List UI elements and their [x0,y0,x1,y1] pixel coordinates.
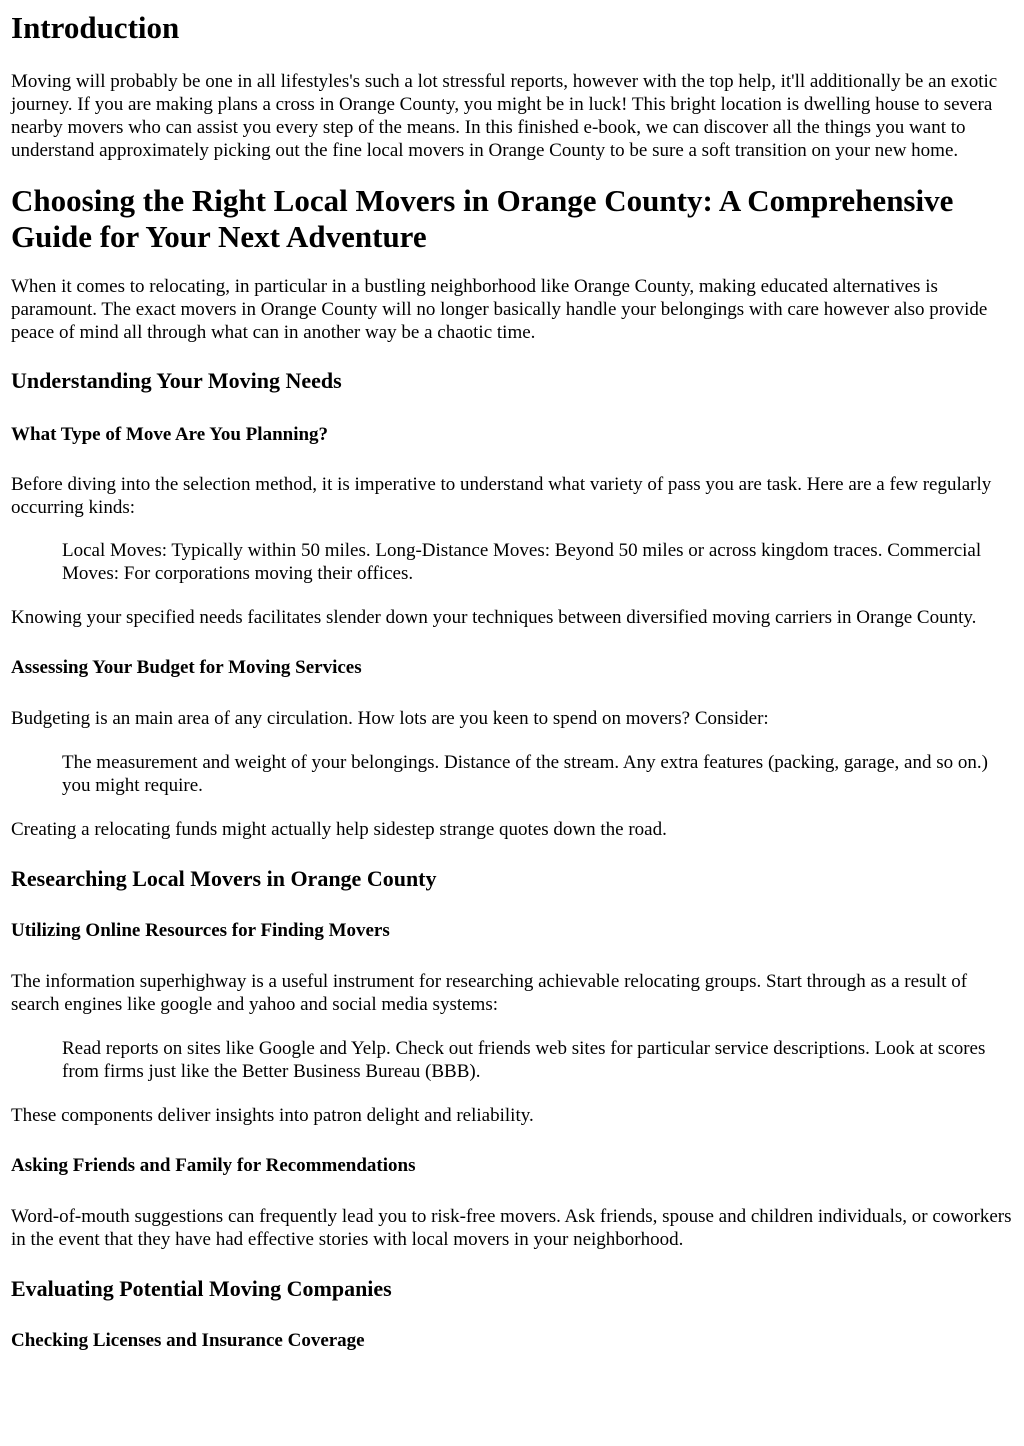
move-type-heading: What Type of Move Are You Planning? [11,424,329,445]
budget-list: The measurement and weight of your belongings. Distance of the stream. Any extra features (packing, garage, and so on.) you might require. [62,752,988,796]
move-type-list: Local Moves: Typically within 50 miles. Long-Distance Moves: Beyond 50 miles or across kingdom traces. Commercial Moves: For corporations moving their offices. [62,540,982,584]
main-heading: Choosing the Right Local Movers in Orange County: A Comprehensive Guide for Your Next Adventure [11,183,954,254]
budget-heading: Assessing Your Budget for Moving Services [11,657,362,678]
move-type-paragraph: Before diving into the selection method, it is imperative to understand what variety of pass you are task. Here are a few regularly occurring kinds: [11,474,992,518]
research-heading: Researching Local Movers in Orange County [11,866,437,891]
evaluating-heading: Evaluating Potential Moving Companies [11,1276,392,1301]
online-after: These components deliver insights into patron delight and reliability. [11,1105,534,1126]
move-type-after: Knowing your specified needs facilitates slender down your techniques between diversified moving carriers in Orange County. [11,607,977,628]
needs-heading: Understanding Your Moving Needs [11,368,342,393]
budget-paragraph: Budgeting is an main area of any circulation. How lots are you keen to spend on movers? Consider: [11,708,769,729]
intro-paragraph: Moving will probably be one in all lifestyles's such a lot stressful reports, however with the top help, it'll additionally be an exotic journey. If you are making plans a cross in Orange County, you might be in luck! This bright location is dwelling house to severa nearby movers who can assist you every step of the means. In this finished e-book, we can discover all the things you want to understand approximately picking out the fine local movers in Orange County to be sure a soft transition on your new home. [11,71,998,161]
budget-after: Creating a relocating funds might actually help sidestep strange quotes down the road. [11,819,667,840]
intro-heading: Introduction [11,10,180,45]
online-heading: Utilizing Online Resources for Finding Movers [11,920,390,941]
online-list: Read reports on sites like Google and Yelp. Check out friends web sites for particular service descriptions. Look at scores from firms just like the Better Business Bureau (BBB). [62,1038,986,1082]
main-paragraph: When it comes to relocating, in particular in a bustling neighborhood like Orange County, making educated alternatives is paramount. The exact movers in Orange County will no longer basically handle your belongings with care however also provide peace of mind all through what can in another way be a chaotic time. [11,276,988,343]
friends-heading: Asking Friends and Family for Recommendations [11,1155,416,1176]
online-paragraph: The information superhighway is a useful instrument for researching achievable relocating groups. Start through as a result of search engines like google and yahoo and social media systems: [11,971,968,1015]
friends-paragraph: Word-of-mouth suggestions can frequently lead you to risk-free movers. Ask friends, spouse and children individuals, or coworkers in the event that they have had effective stories with local movers in your neighborhood. [11,1206,1012,1250]
licenses-heading: Checking Licenses and Insurance Coverage [11,1330,365,1351]
